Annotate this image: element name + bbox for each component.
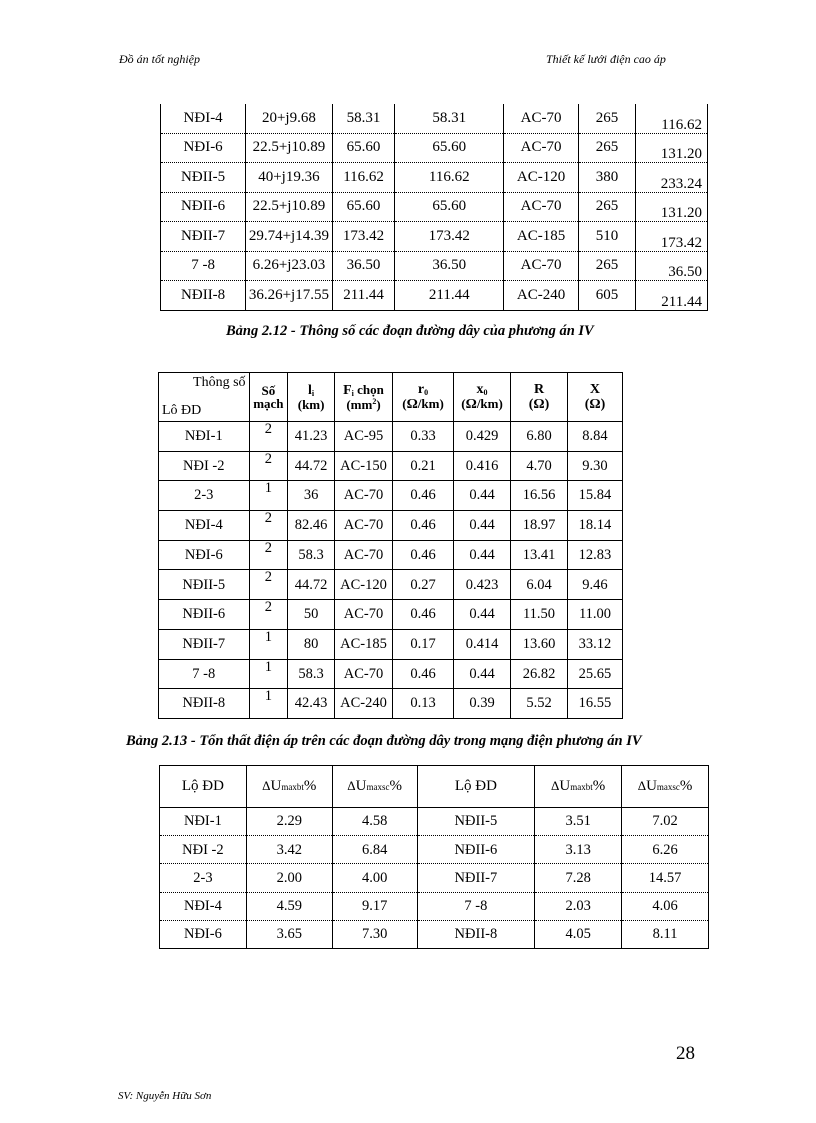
table-cell: 36 — [288, 481, 335, 511]
table-cell: NĐII-8 — [417, 920, 535, 948]
table-cell: 211.44 — [635, 281, 707, 311]
header-dU-maxbt-left — [246, 766, 332, 808]
table-2-13-caption: Bảng 2.13 - Tổn thất điện áp trên các đoạn đường dây trong mạng điện phương án IV — [126, 733, 642, 749]
table-row — [161, 222, 708, 252]
header-so-mach-line1: Số — [261, 383, 276, 398]
table-cell: 11.50 — [511, 600, 568, 630]
table-row — [161, 192, 708, 222]
table-cell: 2.00 — [246, 864, 332, 892]
table-cell: 116.62 — [332, 163, 395, 193]
table-cell: AC-120 — [504, 163, 579, 193]
percent-symbol: % — [303, 778, 317, 794]
table-cell: 6.26 — [622, 836, 709, 864]
table-cell: 29.74+j14.39 — [246, 222, 332, 252]
header-r0 — [393, 373, 454, 422]
table-cell: 15.84 — [567, 481, 622, 511]
table-cell: 44.72 — [288, 451, 335, 481]
table-cell: 33.12 — [567, 629, 622, 659]
table-cell: 0.44 — [454, 511, 511, 541]
table-row — [161, 281, 708, 311]
u-subscript: maxsc — [366, 782, 390, 792]
table-cell: 0.46 — [393, 511, 454, 541]
table-cell: AC-150 — [335, 451, 393, 481]
table-cell: NĐII-6 — [161, 192, 246, 222]
table-cell: 211.44 — [395, 281, 504, 311]
header-r0-sub: 0 — [424, 388, 429, 397]
u-subscript: maxsc — [656, 782, 680, 792]
table-cell: 5.52 — [511, 689, 568, 719]
table-cell: 131.20 — [635, 133, 707, 163]
table-cell: 0.429 — [454, 422, 511, 452]
header-x0-unit-open: ( — [461, 396, 466, 411]
table-cell: 2-3 — [159, 481, 250, 511]
delta-symbol: Δ — [347, 778, 356, 793]
header-conductor-unit-close: ) — [376, 397, 381, 412]
header-x0-unit-close: /km) — [476, 396, 503, 411]
table-row — [159, 629, 623, 659]
table-cell: 4.00 — [332, 864, 417, 892]
table-cell: AC-70 — [504, 192, 579, 222]
header-conductor-sub: i — [351, 389, 354, 398]
corner-top: Thông số — [193, 375, 246, 390]
table-cell: 7 -8 — [159, 659, 250, 689]
table-cell: 2.29 — [246, 808, 332, 836]
table-cell: 65.60 — [395, 192, 504, 222]
table-cell: 4.06 — [622, 892, 709, 920]
table-cell: 3.65 — [246, 920, 332, 948]
table-cell: 13.60 — [511, 629, 568, 659]
table-row — [159, 511, 623, 541]
table2-body — [159, 373, 623, 719]
table-cell: NĐII-7 — [161, 222, 246, 252]
table-cell: NĐI -2 — [160, 836, 247, 864]
table-cell: NĐII-5 — [417, 808, 535, 836]
table-cell: AC-70 — [335, 511, 393, 541]
header-conductor-unit-sup: 2 — [372, 397, 377, 406]
table-cell: 7 -8 — [417, 892, 535, 920]
table-cell: 80 — [288, 629, 335, 659]
table-cell: 36.50 — [395, 251, 504, 281]
table-cell: 510 — [579, 222, 636, 252]
table-cell: 2.03 — [535, 892, 622, 920]
header-x0 — [454, 373, 511, 422]
table-cell: 8.11 — [622, 920, 709, 948]
table-cell: 82.46 — [288, 511, 335, 541]
table-cell: 1 — [249, 689, 288, 719]
table-cell: NĐII-7 — [417, 864, 535, 892]
corner-cell — [159, 373, 250, 422]
table-cell: 173.42 — [395, 222, 504, 252]
table3-header-row — [160, 766, 709, 808]
table-row — [161, 133, 708, 163]
table-cell: 14.57 — [622, 864, 709, 892]
table-cell: NĐI-6 — [161, 133, 246, 163]
table-cell: NĐI-1 — [160, 808, 247, 836]
table-cell: AC-70 — [335, 659, 393, 689]
table-cell: 0.46 — [393, 540, 454, 570]
page-number: 28 — [676, 1043, 695, 1064]
header-lo-dd-right: Lộ ĐD — [417, 766, 535, 808]
table-cell: 4.05 — [535, 920, 622, 948]
table-cell: 7.28 — [535, 864, 622, 892]
table2-header-row — [159, 373, 623, 422]
table-row — [159, 540, 623, 570]
table-cell: 3.13 — [535, 836, 622, 864]
table-cell: 116.62 — [635, 104, 707, 133]
table-row — [160, 920, 709, 948]
table-cell: 58.31 — [395, 104, 504, 133]
percent-symbol: % — [389, 778, 402, 794]
table-cell: AC-185 — [335, 629, 393, 659]
table-row — [160, 892, 709, 920]
table-cell: AC-240 — [504, 281, 579, 311]
header-x0-symbol: x — [476, 382, 484, 397]
table-cell: 605 — [579, 281, 636, 311]
table-row — [160, 836, 709, 864]
table-cell: 380 — [579, 163, 636, 193]
table-cell: 0.33 — [393, 422, 454, 452]
header-x0-sub: 0 — [483, 388, 488, 397]
table-cell: 11.00 — [567, 600, 622, 630]
table1-body — [161, 104, 708, 310]
header-X — [567, 373, 622, 422]
table-cell: 36.26+j17.55 — [246, 281, 332, 311]
header-dU-maxbt-right — [535, 766, 622, 808]
header-R-symbol: R — [533, 382, 545, 397]
table-cell: 0.46 — [393, 481, 454, 511]
u-symbol: U — [646, 778, 657, 794]
table-cell: NĐII-7 — [159, 629, 250, 659]
table-cell: 116.62 — [395, 163, 504, 193]
table-row — [161, 163, 708, 193]
table-cell: NĐI-1 — [159, 422, 250, 452]
table-cell: 6.04 — [511, 570, 568, 600]
header-r0-unit-open: ( — [402, 396, 407, 411]
header-X-symbol: X — [589, 382, 601, 397]
table-cell: 50 — [288, 600, 335, 630]
table-cell: 44.72 — [288, 570, 335, 600]
line-parameters-table — [160, 104, 708, 311]
table-cell: 0.414 — [454, 629, 511, 659]
u-symbol: U — [559, 778, 571, 794]
table-cell: NĐII-8 — [159, 689, 250, 719]
table-cell: AC-70 — [504, 104, 579, 133]
table-cell: NĐII-8 — [161, 281, 246, 311]
table-cell: 0.39 — [454, 689, 511, 719]
corner-bottom: Lô ĐD — [162, 403, 202, 418]
footer-author: SV: Nguyễn Hữu Sơn — [118, 1090, 212, 1102]
header-length-symbol: l — [308, 383, 312, 398]
table-cell: 0.27 — [393, 570, 454, 600]
table-cell: 0.44 — [454, 481, 511, 511]
table-cell: 4.59 — [246, 892, 332, 920]
table-cell: 12.83 — [567, 540, 622, 570]
delta-symbol: Δ — [262, 778, 271, 793]
voltage-loss-table — [159, 765, 709, 949]
table-cell: NĐII-6 — [417, 836, 535, 864]
table-cell: 22.5+j10.89 — [246, 192, 332, 222]
table-cell: 42.43 — [288, 689, 335, 719]
header-R-unit: (Ω) — [528, 397, 550, 412]
table-row — [160, 808, 709, 836]
table-cell: NĐI -2 — [159, 451, 250, 481]
table-row — [159, 600, 623, 630]
table-row — [159, 689, 623, 719]
table-cell: 58.31 — [332, 104, 395, 133]
table-cell: 0.13 — [393, 689, 454, 719]
header-so-mach-line2: mạch — [253, 396, 284, 411]
header-conductor-unit: (mm — [346, 397, 373, 412]
table-cell: 9.46 — [567, 570, 622, 600]
table-row — [159, 422, 623, 452]
table-row — [159, 659, 623, 689]
header-r0-unit-close: /km) — [417, 396, 444, 411]
table-cell: 65.60 — [395, 133, 504, 163]
table-cell: 0.44 — [454, 600, 511, 630]
table-cell: 40+j19.36 — [246, 163, 332, 193]
table-cell: 41.23 — [288, 422, 335, 452]
table-cell: 9.17 — [332, 892, 417, 920]
table-cell: 2 — [249, 511, 288, 541]
table-cell: 36.50 — [635, 251, 707, 281]
u-symbol: U — [270, 778, 282, 794]
u-subscript: maxbt — [570, 782, 593, 792]
table-cell: 265 — [579, 133, 636, 163]
table-cell: NĐII-6 — [159, 600, 250, 630]
table-cell: 2 — [249, 570, 288, 600]
table-cell: AC-70 — [504, 251, 579, 281]
header-left: Đồ án tốt nghiệp — [119, 52, 200, 66]
header-length-sub: i — [311, 389, 315, 398]
u-symbol: U — [355, 778, 367, 794]
table-cell: AC-95 — [335, 422, 393, 452]
table-cell: 2 — [249, 451, 288, 481]
header-length — [288, 373, 335, 422]
table-row — [159, 570, 623, 600]
table-cell: 1 — [249, 659, 288, 689]
header-conductor-symbol: F — [343, 383, 352, 398]
table-cell: AC-120 — [335, 570, 393, 600]
header-dU-maxsc-left — [332, 766, 417, 808]
line-impedance-table — [158, 372, 623, 719]
table-cell: 0.46 — [393, 600, 454, 630]
table-cell: 1 — [249, 481, 288, 511]
header-R — [511, 373, 568, 422]
header-dU-maxsc-right — [622, 766, 709, 808]
table-cell: 0.423 — [454, 570, 511, 600]
table-cell: 22.5+j10.89 — [246, 133, 332, 163]
table-cell: 16.55 — [567, 689, 622, 719]
table-cell: 1 — [249, 629, 288, 659]
table-cell: 7.30 — [332, 920, 417, 948]
table-cell: 173.42 — [332, 222, 395, 252]
table-cell: 265 — [579, 192, 636, 222]
table-cell: 265 — [579, 104, 636, 133]
header-r0-unit-omega: Ω — [406, 397, 418, 412]
table-cell: 0.46 — [393, 659, 454, 689]
table-cell: 131.20 — [635, 192, 707, 222]
table-cell: AC-70 — [335, 540, 393, 570]
table-cell: NĐI-4 — [159, 511, 250, 541]
delta-symbol: Δ — [637, 778, 647, 793]
table-row — [159, 481, 623, 511]
table-cell: NĐI-4 — [161, 104, 246, 133]
table-cell: 0.44 — [454, 540, 511, 570]
table-cell: NĐI-6 — [159, 540, 250, 570]
header-lo-dd-left: Lộ ĐD — [160, 766, 247, 808]
table-cell: 36.50 — [332, 251, 395, 281]
table-cell: 65.60 — [332, 133, 395, 163]
table-cell: 0.416 — [454, 451, 511, 481]
table-cell: 18.97 — [511, 511, 568, 541]
percent-symbol: % — [592, 778, 606, 794]
delta-symbol: Δ — [551, 778, 560, 793]
table-cell: 6.26+j23.03 — [246, 251, 332, 281]
table-cell: 65.60 — [332, 192, 395, 222]
table-2-12-caption: Bảng 2.12 - Thông số các đoạn đường dây của phương án IV — [226, 323, 594, 339]
table-cell: AC-70 — [335, 600, 393, 630]
header-X-unit: (Ω) — [584, 397, 606, 412]
header-conductor-label: chọn — [353, 382, 384, 397]
table-cell: NĐI-4 — [160, 892, 247, 920]
table-cell: NĐI-6 — [160, 920, 247, 948]
table-cell: AC-70 — [335, 481, 393, 511]
header-conductor — [335, 373, 393, 422]
table-cell: 16.56 — [511, 481, 568, 511]
header-x0-unit-omega: Ω — [465, 397, 477, 412]
table-cell: 25.65 — [567, 659, 622, 689]
table-cell: 4.70 — [511, 451, 568, 481]
table-cell: 2-3 — [160, 864, 247, 892]
table3-body — [160, 766, 709, 949]
table-cell: 26.82 — [511, 659, 568, 689]
header-right: Thiết kế lưới điện cao áp — [546, 52, 666, 66]
table-cell: 7 -8 — [161, 251, 246, 281]
table-cell: 18.14 — [567, 511, 622, 541]
table-cell: 211.44 — [332, 281, 395, 311]
table-cell: 6.80 — [511, 422, 568, 452]
table-cell: 2 — [249, 540, 288, 570]
header-so-mach — [249, 373, 288, 422]
header-length-unit: (km) — [297, 397, 325, 412]
table-cell: AC-70 — [504, 133, 579, 163]
table-cell: 9.30 — [567, 451, 622, 481]
table-cell: 0.21 — [393, 451, 454, 481]
table-cell: 2 — [249, 600, 288, 630]
table-cell: 13.41 — [511, 540, 568, 570]
table-row — [161, 104, 708, 133]
table-cell: 0.17 — [393, 629, 454, 659]
table-cell: 3.42 — [246, 836, 332, 864]
table-cell: 58.3 — [288, 659, 335, 689]
table-cell: 173.42 — [635, 222, 707, 252]
table-row — [159, 451, 623, 481]
table-cell: 233.24 — [635, 163, 707, 193]
table-row — [161, 251, 708, 281]
table-cell: NĐII-5 — [159, 570, 250, 600]
table-cell: 6.84 — [332, 836, 417, 864]
table-cell: 265 — [579, 251, 636, 281]
u-subscript: maxbt — [281, 782, 304, 792]
table-cell: 20+j9.68 — [246, 104, 332, 133]
table-cell: 0.44 — [454, 659, 511, 689]
header-r0-symbol: r — [417, 382, 425, 397]
table-cell: 2 — [249, 422, 288, 452]
table-cell: 58.3 — [288, 540, 335, 570]
percent-symbol: % — [679, 778, 693, 794]
table-row — [160, 864, 709, 892]
table-cell: AC-240 — [335, 689, 393, 719]
table-cell: 7.02 — [622, 808, 709, 836]
table-cell: AC-185 — [504, 222, 579, 252]
table-cell: 4.58 — [332, 808, 417, 836]
table-cell: 8.84 — [567, 422, 622, 452]
table-cell: NĐII-5 — [161, 163, 246, 193]
table-cell: 3.51 — [535, 808, 622, 836]
